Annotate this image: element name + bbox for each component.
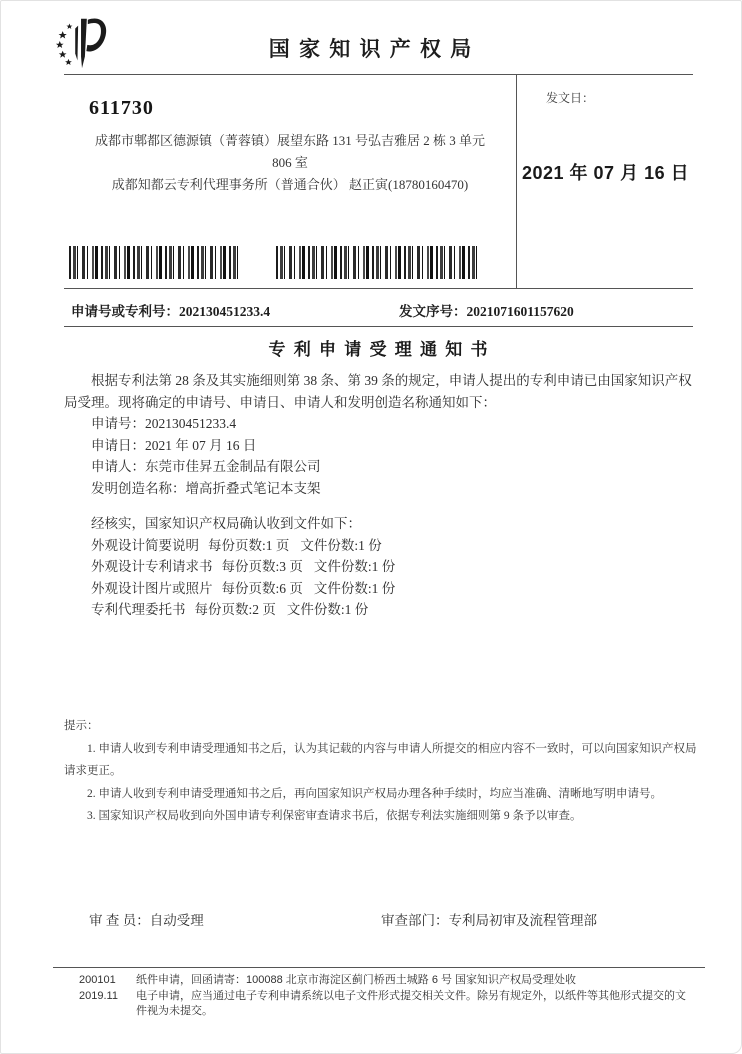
file-name: 外观设计图片或照片: [91, 580, 213, 596]
footer-form-code-1: 200101: [79, 974, 116, 986]
postal-code: 611730: [89, 97, 154, 119]
file-pages: 每份页数:1 页: [208, 537, 290, 553]
recipient-agent-line: 成都知都云专利代理事务所（普通合伙） 赵正寅(18780160470): [111, 177, 469, 192]
file-name: 专利代理委托书: [91, 602, 186, 617]
application-number-value: 202130451233.4: [179, 304, 271, 319]
field-invention-title: 发明创造名称：增高折叠式笔记本支架: [91, 480, 321, 496]
field-application-no: 申请号：202130451233.4: [91, 416, 237, 431]
date-box-divider: [516, 74, 517, 288]
field-application-date: 申请日：2021 年 07 月 16 日: [91, 437, 257, 453]
barcode-2: [276, 246, 478, 279]
received-file-row: [91, 578, 694, 600]
application-number: [71, 300, 270, 320]
footer-note-paper: 纸件申请，回函请寄：100088 北京市海淀区蓟门桥西土城路 6 号 国家知识产权局受理处收: [136, 974, 577, 986]
hints-section: [64, 715, 698, 828]
file-name: 外观设计简要说明: [91, 537, 199, 553]
file-pages: 每份页数:3 页: [221, 559, 303, 574]
hint-item-2: 2. 申请人收到专利申请受理通知书之后，再向国家知识产权局办理各种手续时，均应当准确、清晰地写明申请号。: [87, 787, 662, 800]
reference-row: [1, 300, 741, 320]
footer: [79, 973, 695, 1020]
file-copies: 文件份数:1 份: [313, 580, 396, 596]
examiner-label: 审 查 员：: [89, 913, 150, 928]
recipient-address-line1: 成都市郫都区德源镇（菁蓉镇）展望东路 131 号弘吉雅居 2 栋 3 单元: [94, 133, 485, 148]
received-file-row: [91, 556, 694, 578]
received-files-intro: 经核实，国家知识产权局确认收到文件如下：: [91, 516, 361, 531]
notice-body: [64, 332, 694, 621]
barcode-1: [69, 246, 241, 279]
issue-date-value: 2021 年 07 月 16 日: [522, 163, 690, 183]
file-copies: 文件份数:1 份: [313, 559, 396, 574]
received-file-row: [91, 535, 694, 557]
footer-note-electronic: 电子申请，应当通过电子专利申请系统以电子文件形式提交相关文件。除另有规定外，以纸件等其他形式提交的文件视为未提交。: [136, 989, 686, 1017]
file-name: 外观设计专利请求书: [91, 559, 213, 574]
field-applicant: 申请人：东莞市佳昇五金制品有限公司: [91, 459, 321, 474]
mid-divider: [64, 288, 693, 289]
signoff-row: [64, 909, 693, 929]
received-files-list: [64, 535, 694, 621]
file-pages: 每份页数:2 页: [194, 602, 276, 617]
footer-notes: [136, 973, 695, 1020]
footer-divider: [53, 967, 705, 968]
hints-label: 提示：: [64, 720, 99, 732]
application-number-label: 申请号或专利号：: [71, 304, 179, 319]
footer-form-code-2: 2019.11: [79, 989, 118, 1002]
notice-title: 专 利 申 请 受 理 通 知 书: [268, 340, 490, 359]
file-copies: 文件份数:1 份: [300, 537, 382, 553]
footer-form-codes: [79, 973, 136, 1020]
notice-intro: 根据专利法第 28 条及其实施细则第 38 条、第 39 条的规定，申请人提出的专利申请已由国家知识产权局受理。现将确定的申请号、申请日、申请人和发明创造名称通知如下：: [64, 373, 692, 410]
recipient-address-line2: 806 室: [272, 155, 308, 170]
file-copies: 文件份数:1 份: [286, 602, 369, 617]
file-pages: 每份页数:6 页: [221, 580, 303, 596]
header-divider: [64, 74, 693, 75]
serial-number-value: 2021071601157620: [466, 304, 574, 319]
hint-item-3: 3. 国家知识产权局收到向外国申请专利保密审查请求书后，依据专利法实施细则第 9 条予以审查。: [87, 810, 582, 822]
examiner-value: 自动受理: [149, 913, 204, 928]
examiner: [89, 909, 204, 929]
department: [381, 909, 597, 929]
issue-date-label: 发文日：: [546, 91, 595, 105]
department-value: 专利局初审及流程管理部: [448, 913, 597, 928]
received-file-row: [91, 599, 694, 621]
reference-divider: [64, 326, 693, 327]
serial-number-label: 发文序号：: [399, 304, 467, 319]
department-label: 审查部门：: [381, 913, 449, 928]
hint-item-1: 1. 申请人收到专利申请受理通知书之后，认为其记载的内容与申请人所提交的相应内容不一致时，可以向国家知识产权局请求更正。: [64, 742, 697, 777]
agency-title: 国 家 知 识 产 权 局: [268, 37, 474, 61]
application-fields: [64, 413, 694, 499]
serial-number: [399, 300, 574, 320]
